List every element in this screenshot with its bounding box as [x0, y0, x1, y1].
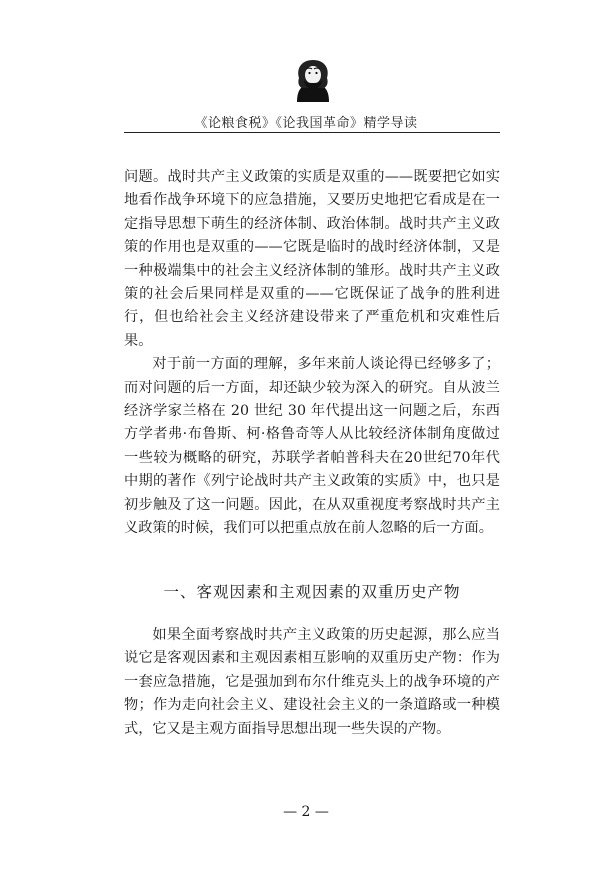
section-body-text [124, 624, 500, 741]
paragraph-continued: 问题。战时共产主义政策的实质是双重的——既要把它如实地看作战争环境下的应急措施，又要历史地把它看成是在一定指导思想下萌生的经济体制、政治体制。战时共产主义政策的作用也是双重的——它既是临时的战时经济体制，又是一种极端集中的社会主义经济体制的雏形。战时共产主义政策的社会后果同样是双重的——它既保证了战争的胜利进行，但也给社会主义经济建设带来了严重危机和灾难性后果。 [124, 169, 500, 349]
section-heading: 一、客观因素和主观因素的双重历史产物 [163, 583, 461, 601]
running-header-title: 《论粮食税》《论我国革命》精学导读 [194, 116, 418, 131]
page-number: — 2 — [283, 804, 329, 820]
paragraph: 对于前一方面的理解，多年来前人谈论得已经够多了；而对问题的后一方面，却还缺少较为深入的研究。自从波兰经济学家兰格在 20 世纪 30 年代提出这一问题之后，东西方学者弗·布鲁斯、柯·格鲁奇等人从比较经济体制角度做过一些较为概略的研究，苏联学者帕普科夫在20世纪70年代中期的著作《列宁论战时共产主义政策的实质》中，也只是初步触及了这一问题。因此，在从双重视度考察战时共产主义政策的时候，我们可以把重点放在前人忽略的后一方面。 [124, 356, 500, 537]
paragraph: 如果全面考察战时共产主义政策的历史起源，那么应当说它是客观因素和主观因素相互影响的双重历史产物：作为一套应急措施，它是强加到布尔什维克头上的战争环境的产物；作为走向社会主义、建设社会主义的一条道路或一种模式，它又是主观方面指导思想出现一些失误的产物。 [124, 627, 500, 737]
header-rule [124, 132, 500, 133]
portrait-logo-icon [293, 58, 333, 104]
body-text [124, 166, 500, 541]
